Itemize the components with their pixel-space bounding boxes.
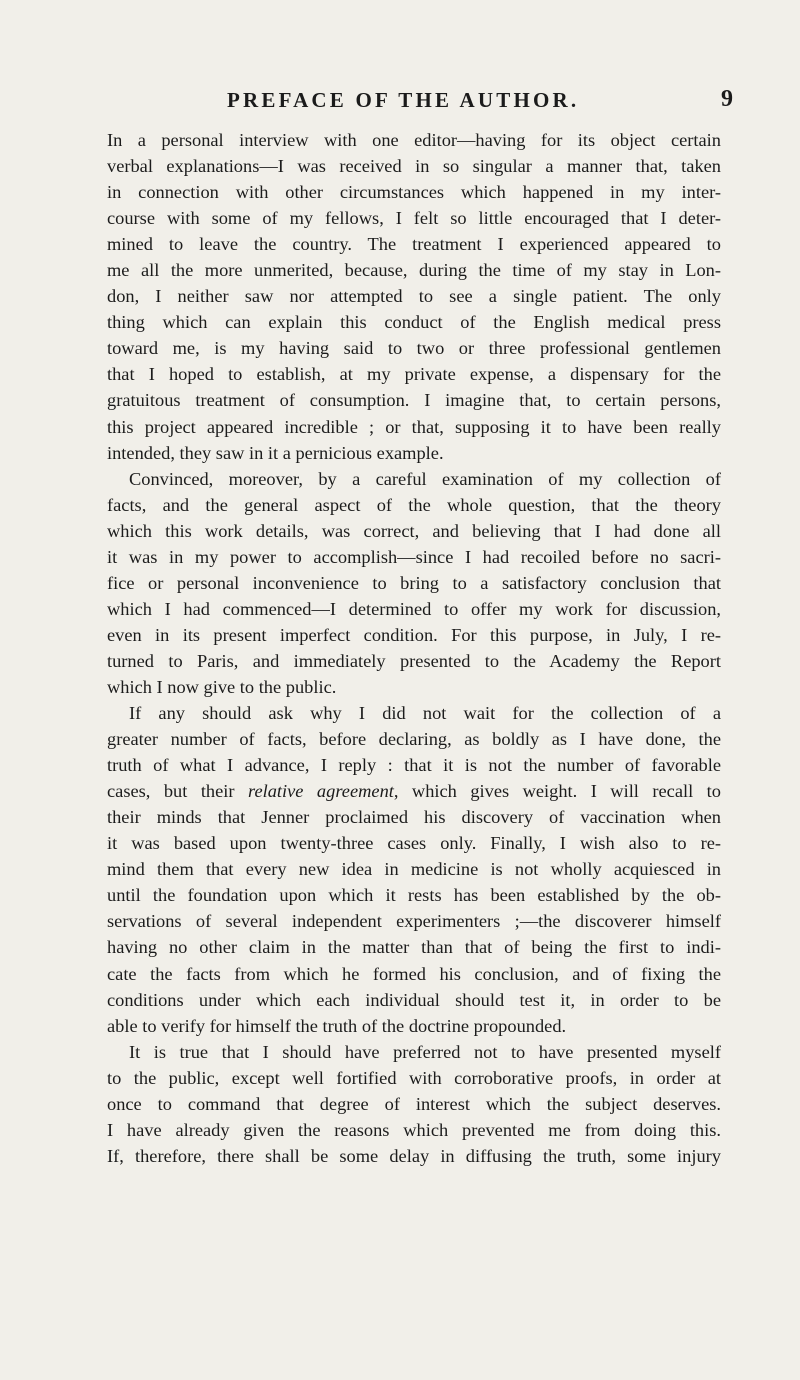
text-line: it was based upon twenty-three cases only. Finally, I wish also to re-: [107, 833, 721, 854]
text-line: toward me, is my having said to two or three professional gentlemen: [107, 338, 721, 359]
text-line: cate the facts from which he formed his conclusion, and of fixing the: [107, 963, 721, 984]
text-line: truth of what I advance, I reply : that it is not the number of favorable: [107, 755, 721, 776]
text-line: servations of several independent experimenters ;—the discoverer himself: [107, 911, 721, 932]
text-line: don, I neither saw nor attempted to see a single patient. The only: [107, 286, 721, 307]
text-line: thing which can explain this conduct of the English medical press: [107, 312, 721, 333]
text-line: even in its present imperfect condition. For this purpose, in July, I re-: [107, 624, 721, 645]
text-line: In a personal interview with one editor—having for its object certain: [107, 130, 721, 150]
page-number: 9: [721, 86, 733, 112]
text-line: verbal explanations—I was received in so singular a manner that, taken: [107, 156, 721, 177]
text-line: having no other claim in the matter than that of being the first to indi-: [107, 937, 721, 958]
text-line: If any should ask why I did not wait for the collection of a: [129, 703, 721, 724]
text-line: able to verify for himself the truth of the doctrine propounded.: [107, 1015, 567, 1036]
running-head: [0, 88, 800, 118]
text-line: gratuitous treatment of consumption. I imagine that, to certain persons,: [107, 390, 721, 411]
italic-phrase: relative agreement: [247, 781, 394, 802]
text-line: which I had commenced—I determined to offer my work for discussion,: [107, 598, 721, 619]
text-line: greater number of facts, before declaring, as boldly as I have done, the: [107, 729, 721, 750]
text-line: once to command that degree of interest which the subject deserves.: [107, 1093, 721, 1114]
text-line: fice or personal inconvenience to bring to a satisfactory conclusion that: [107, 572, 721, 593]
text-line: Convinced, moreover, by a careful examination of my collection of: [129, 468, 721, 489]
text-line: it was in my power to accomplish—since I had recoiled before no sacri-: [107, 546, 721, 567]
paragraph: [107, 700, 721, 1039]
body-text: [107, 127, 721, 1169]
paragraph: [107, 1039, 721, 1169]
text-line: facts, and the general aspect of the whole question, that the theory: [107, 494, 721, 515]
paragraph: [107, 127, 721, 466]
text-line: their minds that Jenner proclaimed his discovery of vaccination when: [107, 807, 721, 828]
text-line: which I now give to the public.: [107, 676, 337, 697]
text-line: It is true that I should have preferred not to have presented myself: [129, 1041, 721, 1062]
running-title: PREFACE OF THE AUTHOR.: [227, 88, 580, 112]
paragraph: [107, 466, 721, 700]
text-line: I have already given the reasons which prevented me from doing this.: [107, 1119, 721, 1140]
text-line: If, therefore, there shall be some delay in diffusing the truth, some injury: [107, 1145, 721, 1166]
text-line: cases, but their relative agreement, which gives weight. I will recall to: [107, 781, 721, 802]
text-line: conditions under which each individual should test it, in order to be: [107, 989, 721, 1010]
text-line: me all the more unmerited, because, during the time of my stay in Lon-: [107, 260, 721, 281]
text-line: mined to leave the country. The treatment I experienced appeared to: [107, 234, 721, 255]
text-line: that I hoped to establish, at my private expense, a dispensary for the: [107, 364, 721, 385]
text-line: to the public, except well fortified with corroborative proofs, in order at: [107, 1067, 721, 1088]
text-line: intended, they saw in it a pernicious example.: [107, 442, 444, 463]
text-line: until the foundation upon which it rests has been established by the ob-: [107, 885, 721, 906]
text-line: turned to Paris, and immediately presented to the Academy the Report: [107, 650, 721, 671]
text-line: this project appeared incredible ; or that, supposing it to have been really: [107, 416, 721, 437]
text-line: which this work details, was correct, and believing that I had done all: [107, 520, 721, 541]
text-line: in connection with other circumstances which happened in my inter-: [107, 182, 721, 203]
text-line: course with some of my fellows, I felt so little encouraged that I deter-: [107, 208, 721, 229]
text-line: mind them that every new idea in medicine is not wholly acquiesced in: [107, 859, 721, 880]
